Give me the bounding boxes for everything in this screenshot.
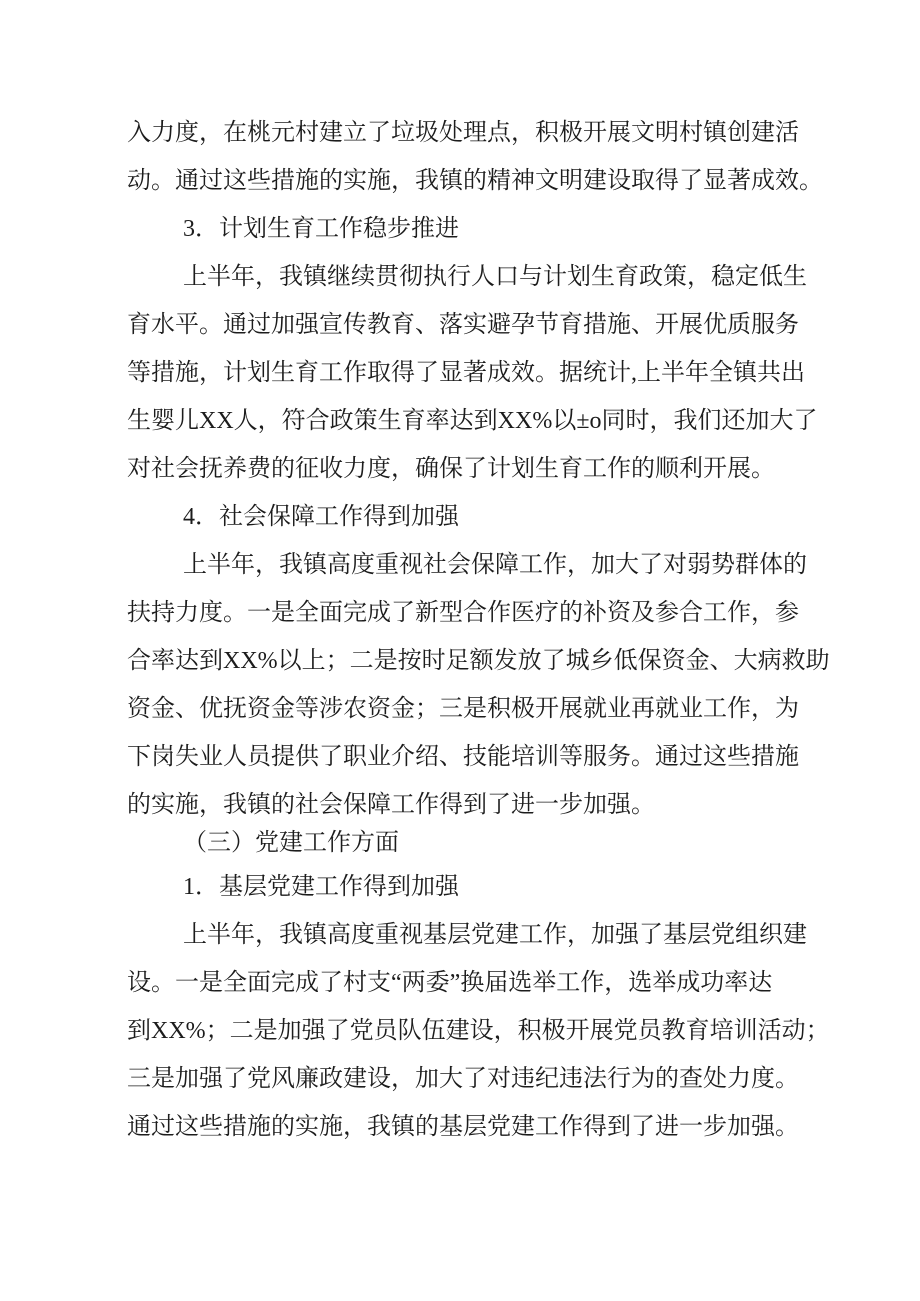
document-line: 的实施，我镇的社会保障工作得到了进一步加强。 xyxy=(127,792,655,818)
document-line: 到XX%；二是加强了党员队伍建设，积极开展党员教育培训活动； xyxy=(127,1018,830,1044)
numbered-heading-grassroots-party: 1．基层党建工作得到加强 xyxy=(183,874,459,900)
document-line: 动。通过这些措施的实施，我镇的精神文明建设取得了显著成效。 xyxy=(127,168,823,194)
paragraph-first-line: 上半年，我镇高度重视社会保障工作，加大了对弱势群体的 xyxy=(183,552,807,578)
document-line: 扶持力度。一是全面完成了新型合作医疗的补资及参合工作，参 xyxy=(127,600,799,626)
document-line: 生婴儿XX人，符合政策生育率达到XX%以±o同时，我们还加大了 xyxy=(127,408,818,434)
numbered-heading-family-planning: 3．计划生育工作稳步推进 xyxy=(183,216,459,242)
document-line: 下岗失业人员提供了职业介绍、技能培训等服务。通过这些措施 xyxy=(127,744,799,770)
document-line: 等措施，计划生育工作取得了显著成效。据统计,上半年全镇共出 xyxy=(127,360,805,386)
paragraph-first-line: 上半年，我镇继续贯彻执行人口与计划生育政策，稳定低生 xyxy=(183,264,807,290)
numbered-heading-social-security: 4．社会保障工作得到加强 xyxy=(183,504,459,530)
document-line: 对社会抚养费的征收力度，确保了计划生育工作的顺利开展。 xyxy=(127,456,775,482)
document-line: 入力度，在桃元村建立了垃圾处理点，积极开展文明村镇创建活 xyxy=(127,120,799,146)
document-text-block xyxy=(127,109,860,1151)
document-line: 三是加强了党风廉政建设，加大了对违纪违法行为的查处力度。 xyxy=(127,1066,799,1092)
document-line: 通过这些措施的实施，我镇的基层党建工作得到了进一步加强。 xyxy=(127,1114,799,1140)
document-line: 合率达到XX%以上；二是按时足额发放了城乡低保资金、大病救助 xyxy=(127,648,830,674)
paragraph-first-line: 上半年，我镇高度重视基层党建工作，加强了基层党组织建 xyxy=(183,922,807,948)
document-line: 育水平。通过加强宣传教育、落实避孕节育措施、开展优质服务 xyxy=(127,312,799,338)
document-line: 设。一是全面完成了村支“两委”换届选举工作，选举成功率达 xyxy=(127,970,773,996)
section-heading-party-building: （三）党建工作方面 xyxy=(183,830,399,856)
document-line: 资金、优抚资金等涉农资金；三是积极开展就业再就业工作，为 xyxy=(127,696,799,722)
